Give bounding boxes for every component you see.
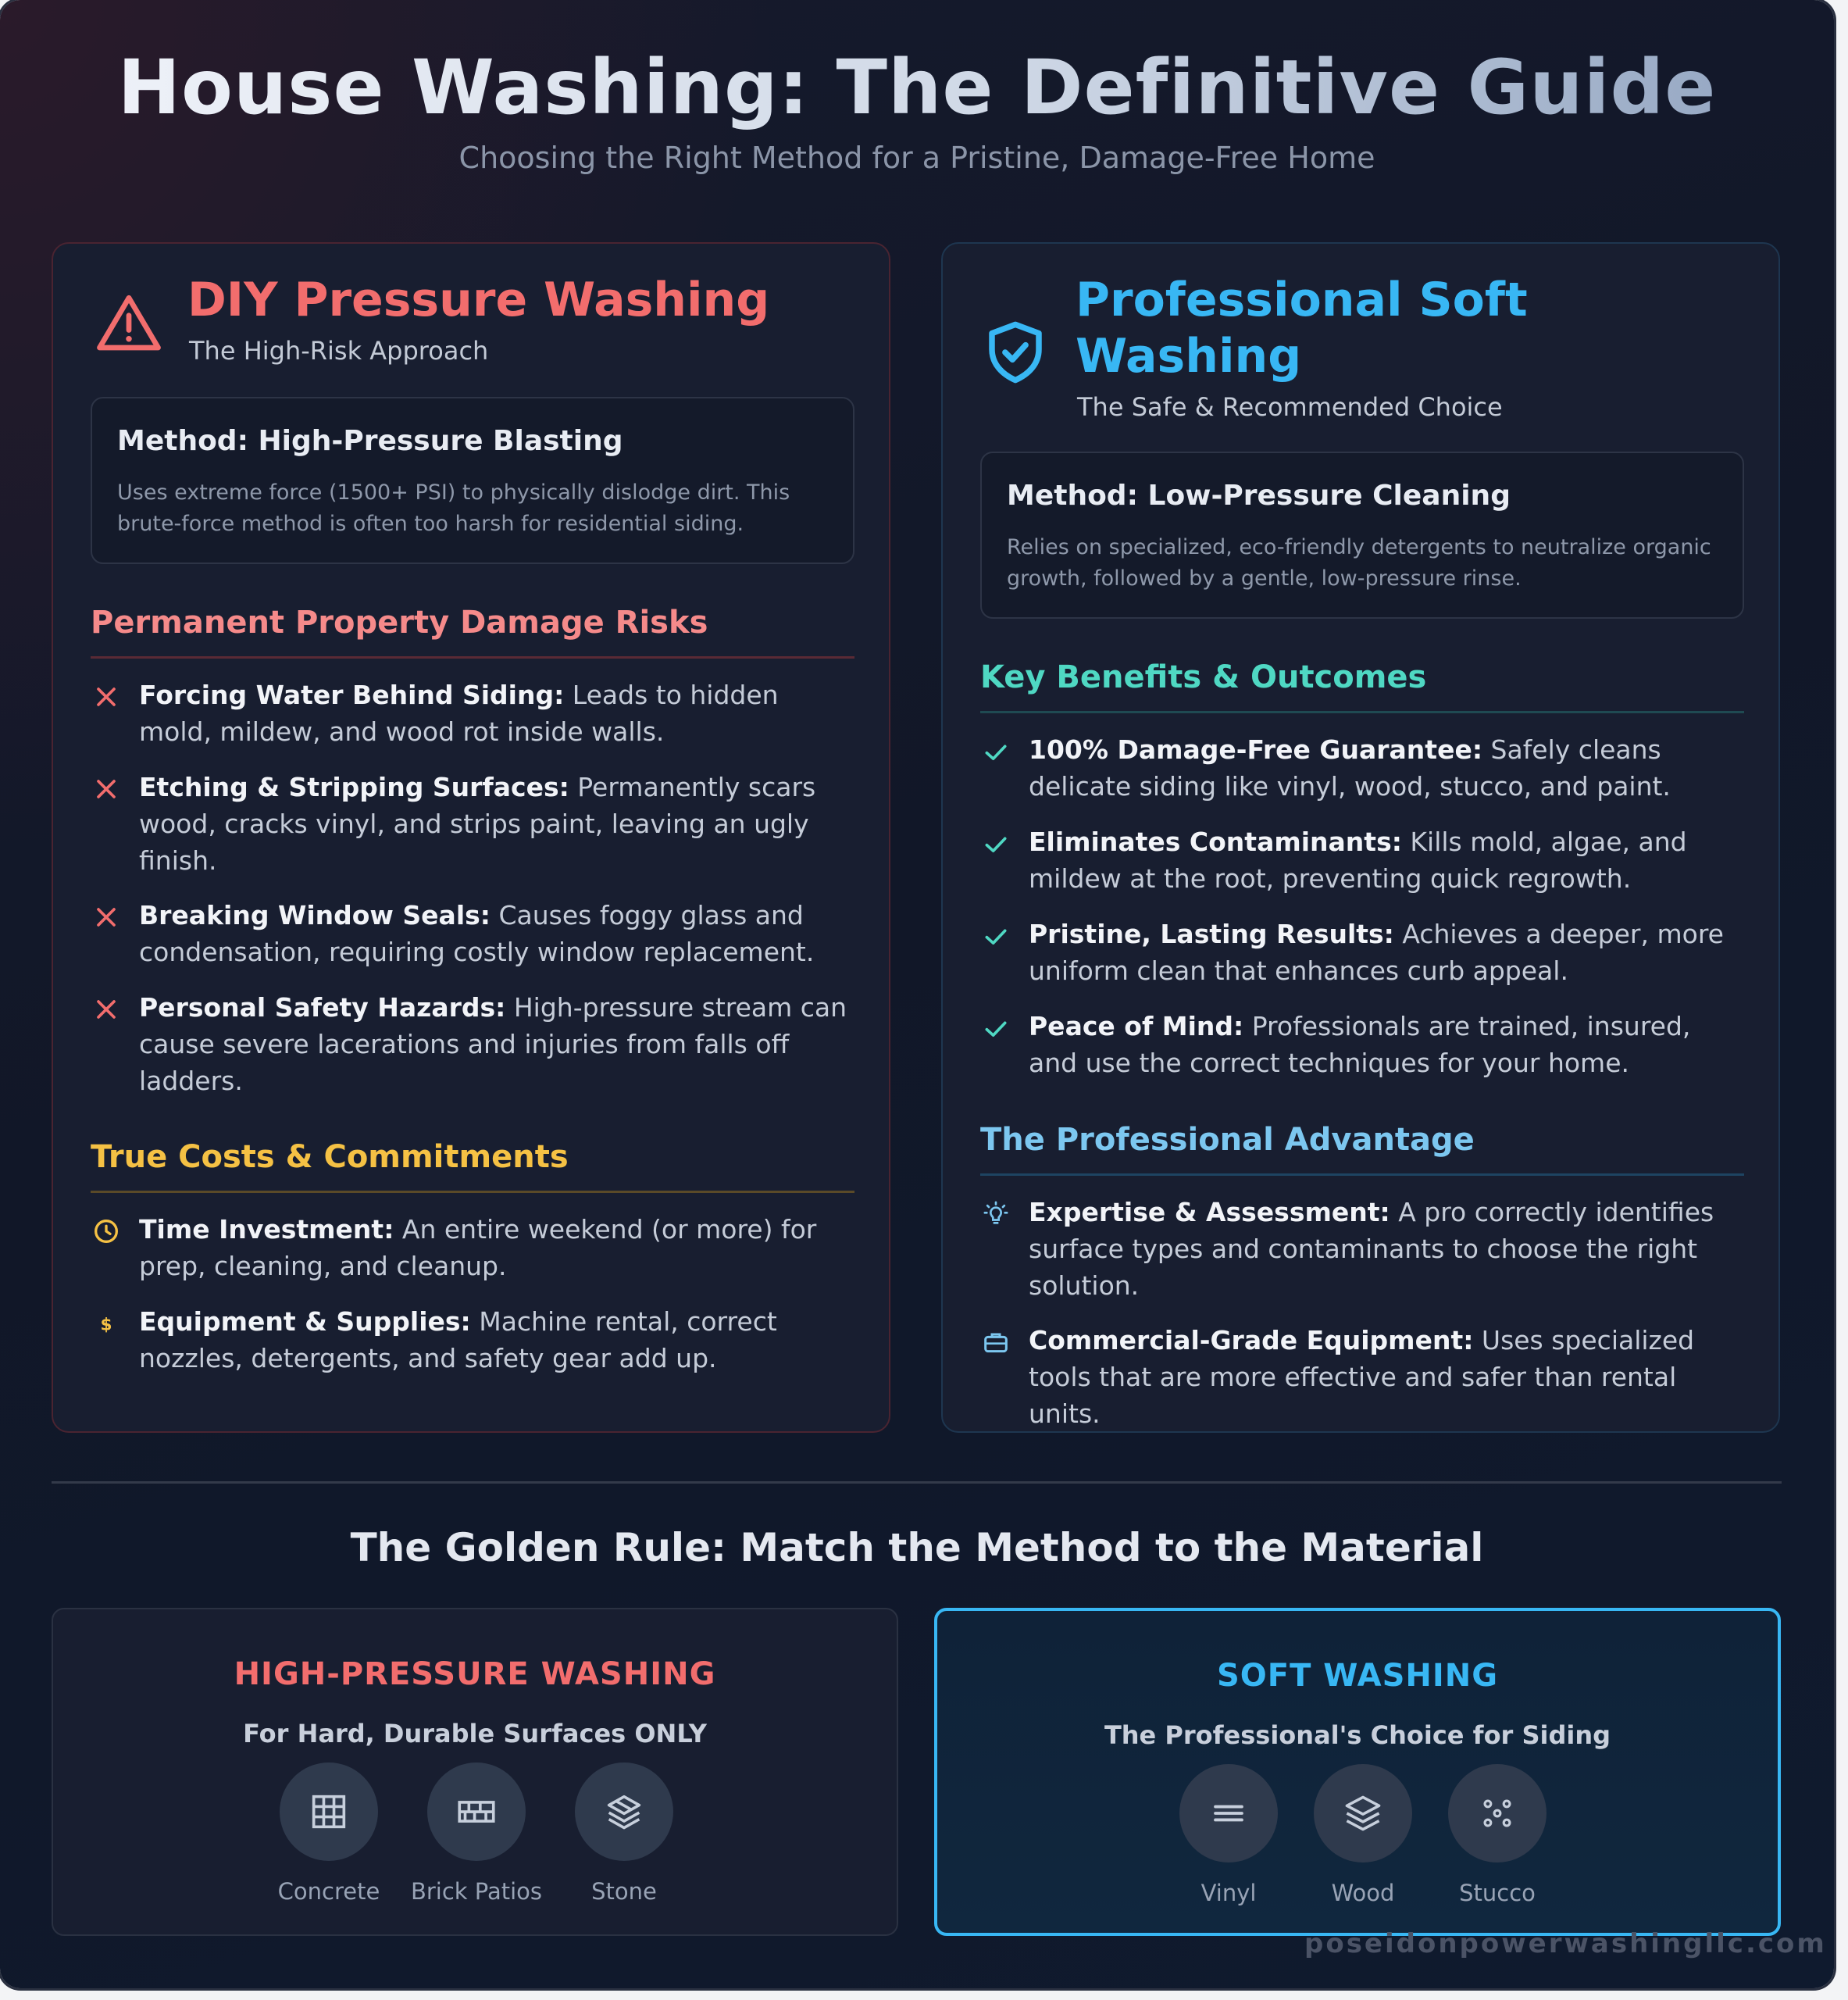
dots-icon xyxy=(1475,1791,1520,1836)
high-pressure-box xyxy=(52,1608,898,1936)
stone-layers-icon xyxy=(601,1789,647,1834)
check-icon xyxy=(980,1012,1011,1044)
material-label: Stone xyxy=(591,1878,657,1905)
material-stucco xyxy=(1427,1764,1568,1906)
risk-text: Causes foggy glass and condensation, requiring costly window replacement. xyxy=(139,900,815,967)
check-icon xyxy=(980,736,1011,767)
diy-method-title: Method: High-Pressure Blasting xyxy=(117,425,623,457)
benefit-item xyxy=(980,1008,1746,1081)
pro-card xyxy=(941,242,1780,1433)
lines-icon xyxy=(1206,1791,1251,1836)
section-divider xyxy=(52,1481,1782,1484)
material-brick-patios xyxy=(406,1762,547,1905)
risk-item xyxy=(91,677,856,750)
high-pressure-subtitle: For Hard, Durable Surfaces ONLY xyxy=(243,1719,707,1748)
pro-method-box xyxy=(980,452,1744,619)
page-subtitle: Choosing the Right Method for a Pristine, Damage-Free Home xyxy=(458,141,1375,175)
risk-item xyxy=(91,989,856,1099)
brick-icon xyxy=(454,1789,499,1834)
advantage-label: Expertise & Assessment: xyxy=(1029,1197,1390,1227)
benefit-text: Kills mold, algae, and mildew at the root, preventing quick regrowth. xyxy=(1029,827,1687,894)
layers-icon xyxy=(1340,1791,1386,1836)
cost-item xyxy=(91,1303,856,1377)
check-icon xyxy=(980,828,1011,859)
cost-label: Equipment & Supplies: xyxy=(139,1306,471,1337)
material-vinyl xyxy=(1158,1764,1299,1906)
benefits-divider xyxy=(980,711,1744,713)
advantage-label: Commercial-Grade Equipment: xyxy=(1029,1325,1474,1355)
advantage-divider xyxy=(980,1173,1744,1176)
cost-item xyxy=(91,1211,856,1284)
diy-method-text: Uses extreme force (1500+ PSI) to physically dislodge dirt. This brute-force method is often too harsh for residential siding. xyxy=(117,480,790,536)
clock-icon xyxy=(91,1216,122,1247)
advantage-text: A pro correctly identifies surface types and contaminants to choose the right solution. xyxy=(1029,1197,1714,1301)
briefcase-icon xyxy=(980,1327,1011,1358)
diy-card xyxy=(52,242,890,1433)
benefit-label: Eliminates Contaminants: xyxy=(1029,827,1402,857)
risk-label: Personal Safety Hazards: xyxy=(139,992,506,1023)
diy-title: DIY Pressure Washing xyxy=(187,273,770,327)
risk-label: Etching & Stripping Surfaces: xyxy=(139,772,569,802)
risk-item xyxy=(91,769,856,879)
costs-divider xyxy=(91,1191,854,1193)
x-icon xyxy=(91,902,122,933)
advantage-text: Uses specialized tools that are more effective and safer than rental units. xyxy=(1029,1325,1695,1429)
risk-label: Forcing Water Behind Siding: xyxy=(139,680,565,710)
check-icon xyxy=(980,920,1011,952)
x-icon xyxy=(91,773,122,805)
shield-check-icon xyxy=(980,317,1051,388)
pro-method-text: Relies on specialized, eco-friendly detergents to neutralize organic growth, followed by a gentle, low-pressure rinse. xyxy=(1007,535,1711,591)
cost-label: Time Investment: xyxy=(139,1214,394,1245)
high-pressure-title: HIGH-PRESSURE WASHING xyxy=(234,1656,716,1692)
material-label: Wood xyxy=(1331,1880,1395,1906)
costs-heading: True Costs & Commitments xyxy=(91,1139,569,1175)
pro-tagline: The Safe & Recommended Choice xyxy=(1077,392,1503,422)
soft-washing-subtitle: The Professional's Choice for Siding xyxy=(1104,1720,1611,1750)
golden-rule-heading: The Golden Rule: Match the Method to the Material xyxy=(350,1525,1484,1570)
benefit-item xyxy=(980,823,1746,897)
cost-text: Machine rental, correct nozzles, detergents, and safety gear add up. xyxy=(139,1306,777,1373)
x-icon xyxy=(91,681,122,712)
material-concrete xyxy=(259,1762,399,1905)
grid-icon xyxy=(306,1789,351,1834)
material-label: Stucco xyxy=(1459,1880,1536,1906)
benefit-label: Peace of Mind: xyxy=(1029,1011,1244,1041)
material-label: Brick Patios xyxy=(410,1878,543,1905)
page-title: House Washing: The Definitive Guide xyxy=(0,44,1834,131)
pro-method-title: Method: Low-Pressure Cleaning xyxy=(1007,480,1511,512)
dollar-icon xyxy=(91,1308,122,1339)
x-icon xyxy=(91,994,122,1025)
material-wood xyxy=(1293,1764,1433,1906)
warning-triangle-icon xyxy=(94,289,164,359)
diy-method-box xyxy=(91,397,854,564)
risks-divider xyxy=(91,656,854,659)
cost-text: An entire weekend (or more) for prep, cleaning, and cleanup. xyxy=(139,1214,817,1281)
risk-item xyxy=(91,897,856,970)
advantage-item xyxy=(980,1322,1746,1432)
risks-heading: Permanent Property Damage Risks xyxy=(91,605,708,641)
pro-title-line1: Professional Soft xyxy=(1076,273,1528,327)
benefit-label: Pristine, Lasting Results: xyxy=(1029,919,1394,949)
benefit-text: Professionals are trained, insured, and use the correct techniques for your home. xyxy=(1029,1011,1691,1078)
website-watermark: poseidonpowerwashingllc.com xyxy=(1304,1928,1827,1959)
material-label: Concrete xyxy=(277,1878,380,1905)
lightbulb-icon xyxy=(980,1198,1011,1230)
risk-text: Permanently scars wood, cracks vinyl, and strips paint, leaving an ugly finish. xyxy=(139,772,816,876)
benefit-text: Safely cleans delicate siding like vinyl, wood, stucco, and paint. xyxy=(1029,734,1671,802)
material-label: Vinyl xyxy=(1200,1880,1257,1906)
benefits-heading: Key Benefits & Outcomes xyxy=(980,659,1427,695)
benefit-item xyxy=(980,731,1746,805)
risk-label: Breaking Window Seals: xyxy=(139,900,491,930)
svg-text:$: $ xyxy=(100,1315,112,1335)
soft-washing-title: SOFT WASHING xyxy=(1216,1658,1499,1694)
diy-tagline: The High-Risk Approach xyxy=(189,336,489,366)
pro-title-line2: Washing xyxy=(1076,329,1302,384)
risk-text: Leads to hidden mold, mildew, and wood rot inside walls. xyxy=(139,680,779,747)
risk-text: High-pressure stream can cause severe lacerations and injuries from falls off ladders. xyxy=(139,992,847,1096)
benefit-text: Achieves a deeper, more uniform clean that enhances curb appeal. xyxy=(1029,919,1724,986)
benefit-item xyxy=(980,916,1746,989)
soft-washing-box xyxy=(934,1608,1781,1936)
advantage-heading: The Professional Advantage xyxy=(980,1122,1475,1158)
advantage-item xyxy=(980,1194,1746,1304)
pro-title xyxy=(1076,272,1528,384)
material-stone xyxy=(554,1762,694,1905)
benefit-label: 100% Damage-Free Guarantee: xyxy=(1029,734,1483,765)
